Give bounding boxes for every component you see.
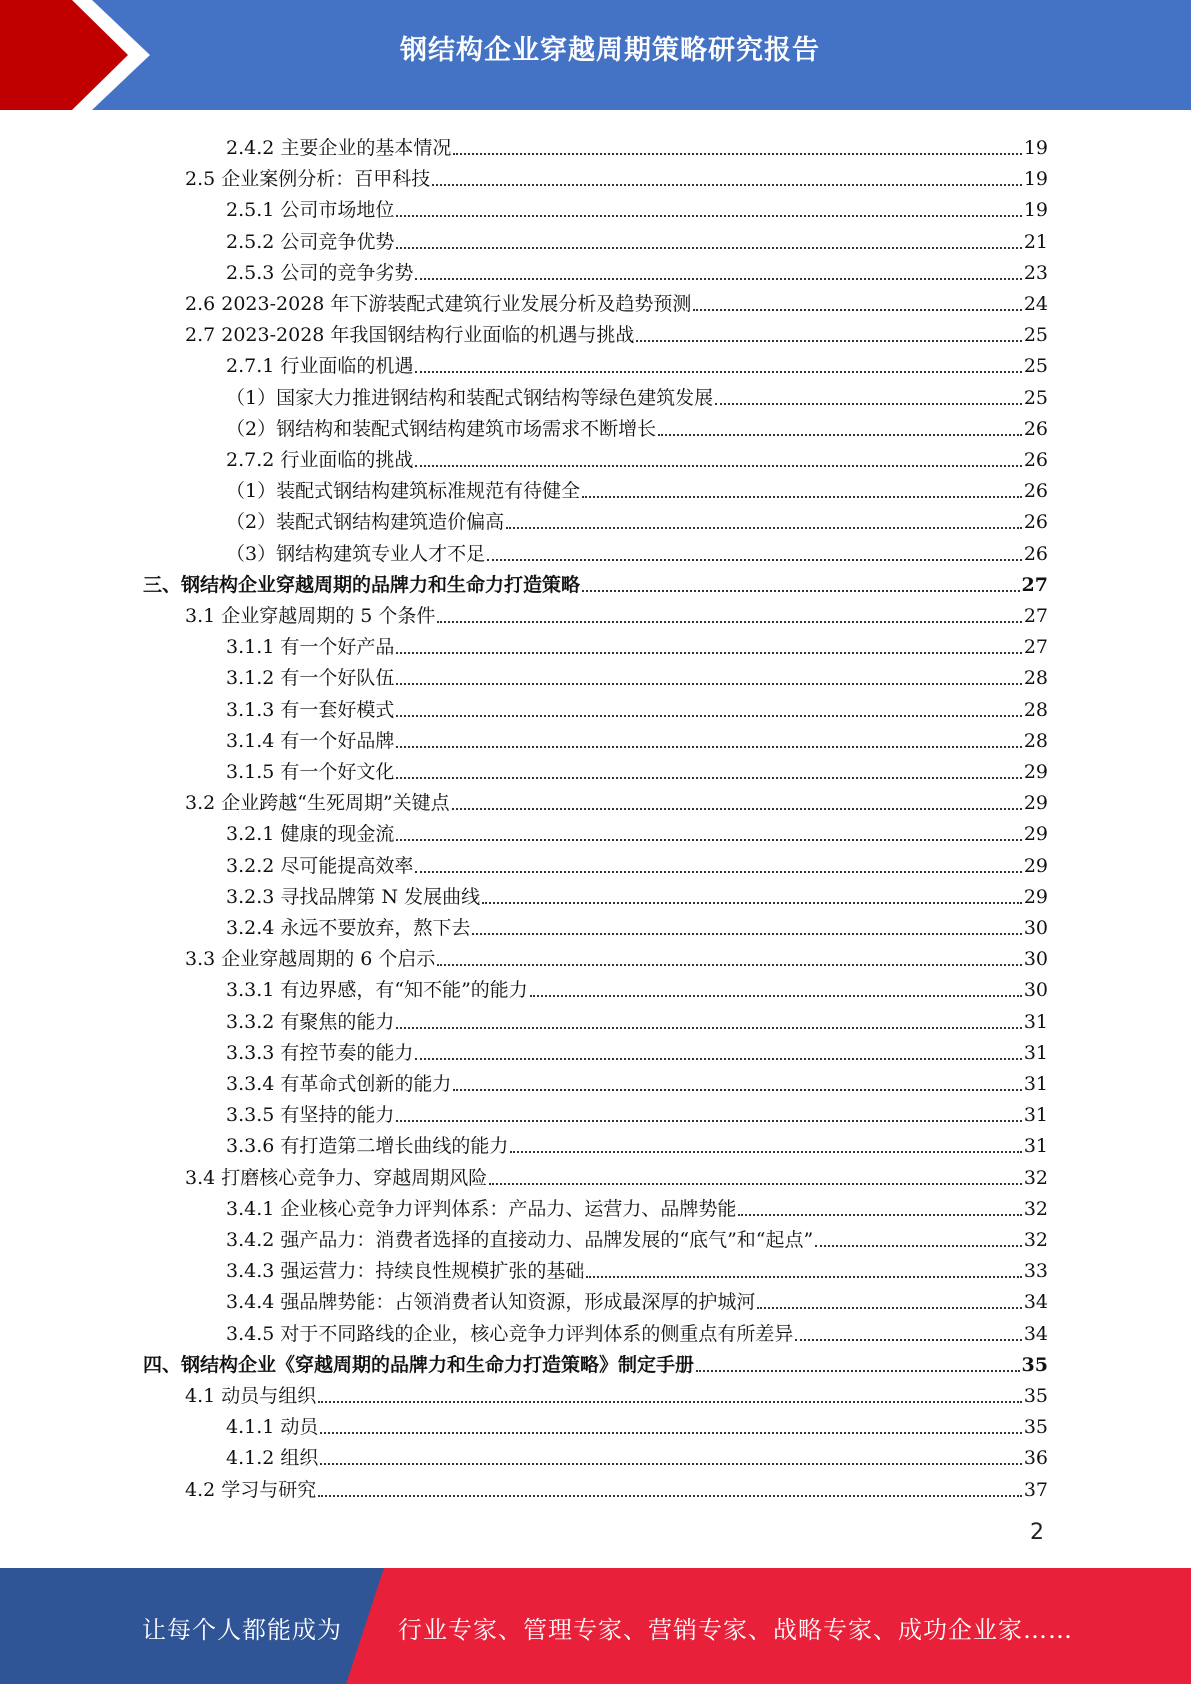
toc-entry-label: 2.7.2 行业面临的挑战	[226, 449, 414, 471]
toc-entry[interactable]	[185, 284, 1048, 315]
toc-entry[interactable]	[226, 222, 1048, 253]
toc-entry-page: 25	[1023, 386, 1048, 409]
toc-dot-leader	[757, 1307, 1021, 1309]
toc-entry-page: 32	[1023, 1166, 1048, 1189]
toc-entry[interactable]	[226, 814, 1048, 845]
toc-entry-label: 3.3.3 有控节奏的能力	[226, 1041, 414, 1064]
toc-entry-page: 29	[1023, 885, 1048, 908]
toc-dot-leader	[415, 465, 1021, 467]
toc-entry-page: 29	[1023, 823, 1048, 846]
toc-entry-label: 3.1 企业穿越周期的 5 个条件	[185, 605, 436, 627]
toc-entry-page: 25	[1023, 324, 1048, 347]
toc-entry-page: 28	[1023, 729, 1048, 752]
toc-entry-label: 2.5 企业案例分析：百甲科技	[185, 168, 431, 191]
toc-entry-label: （3）钢结构建筑专业人才不足	[226, 542, 486, 565]
page-number: 2	[1030, 1520, 1044, 1545]
toc-dot-leader	[452, 808, 1022, 810]
toc-entry-label: （2）装配式钢结构建筑造价偏高	[226, 511, 505, 534]
toc-entry-page: 26	[1023, 542, 1048, 565]
page-footer	[0, 1568, 1191, 1684]
toc-entry-page: 29	[1023, 854, 1048, 877]
toc-dot-leader	[415, 371, 1021, 373]
toc-entry-page: 26	[1023, 449, 1048, 471]
toc-entry-label: 3.4.4 强品牌势能：占领消费者认知资源，形成最深厚的护城河	[226, 1291, 756, 1314]
toc-dot-leader	[472, 933, 1021, 935]
toc-entry[interactable]	[185, 1470, 1048, 1501]
toc-entry-label: 3.1.2 有一个好队伍	[226, 667, 395, 690]
toc-entry-label: 三、钢结构企业穿越周期的品牌力和生命力打造策略	[143, 573, 581, 596]
toc-entry-label: 3.4 打磨核心竞争力、穿越周期风险	[185, 1166, 488, 1189]
toc-dot-leader	[636, 340, 1021, 342]
toc-entry-page: 34	[1023, 1291, 1048, 1314]
toc-entry-page: 31	[1023, 1104, 1048, 1127]
toc-dot-leader	[795, 1339, 1021, 1341]
toc-entry[interactable]	[226, 1220, 1048, 1251]
toc-entry[interactable]	[226, 1189, 1048, 1220]
toc-entry-page: 19	[1023, 168, 1048, 191]
toc-entry-page: 34	[1023, 1322, 1048, 1345]
toc-entry-page: 30	[1023, 948, 1048, 971]
toc-entry-label: 2.7.1 行业面临的机遇	[226, 355, 414, 378]
toc-dot-leader	[586, 1276, 1021, 1278]
toc-entry[interactable]	[226, 1095, 1048, 1126]
toc-entry-label: 3.2.1 健康的现金流	[226, 823, 395, 846]
toc-entry-page: 19	[1023, 137, 1048, 159]
toc-entry-page: 26	[1023, 480, 1048, 503]
toc-entry-page: 26	[1023, 417, 1048, 440]
toc-entry-label: 3.4.3 强运营力：持续良性规模扩张的基础	[226, 1260, 585, 1283]
toc-entry-label: 3.2 企业跨越“生死周期”关键点	[185, 792, 450, 815]
toc-dot-leader	[318, 1495, 1022, 1497]
toc-dot-leader	[487, 559, 1022, 561]
toc-dot-leader	[396, 777, 1021, 779]
toc-entry-page: 36	[1023, 1447, 1048, 1470]
toc-entry[interactable]	[226, 846, 1048, 877]
toc-entry[interactable]	[226, 1251, 1048, 1282]
toc-entry-label: 3.1.1 有一个好产品	[226, 636, 395, 659]
toc-entry-page: 32	[1023, 1229, 1048, 1251]
toc-dot-leader	[396, 715, 1021, 717]
toc-dot-leader	[320, 1432, 1021, 1434]
toc-dot-leader	[437, 964, 1021, 966]
toc-entry[interactable]	[226, 1064, 1048, 1095]
toc-entry-page: 35	[1023, 1416, 1048, 1439]
toc-entry-page: 28	[1023, 698, 1048, 721]
toc-entry[interactable]	[226, 970, 1048, 1001]
toc-entry[interactable]	[226, 721, 1048, 752]
toc-entry-page: 25	[1023, 355, 1048, 378]
toc-entry[interactable]	[185, 1376, 1048, 1407]
toc-entry[interactable]	[226, 1282, 1048, 1313]
toc-entry[interactable]	[226, 1314, 1048, 1345]
toc-entry-page: 33	[1023, 1260, 1048, 1283]
toc-entry-label: （2）钢结构和装配式钢结构建筑市场需求不断增长	[226, 417, 657, 440]
toc-entry-page: 24	[1023, 293, 1048, 315]
toc-dot-leader	[415, 871, 1021, 873]
toc-entry-page: 27	[1021, 573, 1048, 596]
toc-entry-page: 31	[1023, 1010, 1048, 1033]
toc-entry[interactable]	[226, 502, 1048, 533]
toc-dot-leader	[506, 527, 1022, 529]
toc-entry-page: 21	[1023, 230, 1048, 253]
toc-entry[interactable]	[226, 409, 1048, 440]
toc-entry-page: 28	[1023, 667, 1048, 690]
toc-entry-page: 32	[1023, 1197, 1048, 1220]
toc-dot-leader	[437, 621, 1021, 623]
toc-entry-page: 26	[1023, 511, 1048, 534]
toc-dot-leader	[489, 1183, 1022, 1185]
toc-dot-leader	[415, 278, 1021, 280]
toc-entry[interactable]	[226, 1126, 1048, 1157]
toc-entry-page: 29	[1023, 761, 1048, 783]
toc-entry-page: 31	[1023, 1135, 1048, 1158]
toc-dot-leader	[658, 434, 1022, 436]
toc-entry-page: 30	[1023, 917, 1048, 939]
toc-entry-page: 30	[1023, 979, 1048, 1002]
toc-entry[interactable]	[226, 378, 1048, 409]
toc-entry-label: 3.3.6 有打造第二增长曲线的能力	[226, 1135, 509, 1158]
toc-entry[interactable]	[226, 1002, 1048, 1033]
toc-entry-label: 3.2.4 永远不要放弃，熬下去	[226, 917, 471, 939]
toc-entry[interactable]	[185, 596, 1048, 627]
toc-dot-leader	[510, 1151, 1021, 1153]
toc-entry-label: 3.3 企业穿越周期的 6 个启示	[185, 948, 436, 971]
toc-dot-leader	[693, 309, 1021, 311]
toc-dot-leader	[318, 1401, 1022, 1403]
toc-entry-page: 37	[1023, 1478, 1048, 1501]
toc-dot-leader	[453, 153, 1021, 155]
toc-entry[interactable]	[185, 939, 1048, 970]
toc-dot-leader	[815, 1245, 1022, 1247]
toc-entry[interactable]	[185, 159, 1048, 190]
toc-entry-label: 4.2 学习与研究	[185, 1478, 317, 1501]
toc-dot-leader	[320, 1463, 1021, 1465]
toc-entry[interactable]	[226, 190, 1048, 221]
toc-entry-label: 3.2.2 尽可能提高效率	[226, 854, 414, 877]
toc-dot-leader	[738, 1214, 1021, 1216]
toc-entry[interactable]	[226, 1438, 1048, 1469]
toc-entry-page: 27	[1023, 636, 1048, 659]
toc-dot-leader	[582, 496, 1022, 498]
toc-entry[interactable]	[226, 346, 1048, 377]
toc-entry[interactable]	[226, 690, 1048, 721]
toc-entry[interactable]	[226, 908, 1048, 939]
toc-entry-label: 3.1.3 有一套好模式	[226, 698, 395, 721]
toc-entry-page: 27	[1023, 605, 1048, 627]
toc-entry-page: 31	[1023, 1041, 1048, 1064]
toc-entry[interactable]	[226, 534, 1048, 565]
toc-entry-label: 3.4.2 强产品力：消费者选择的直接动力、品牌发展的“底气”和“起点”	[226, 1229, 814, 1251]
toc-entry-label: （1）国家大力推进钢结构和装配式钢结构等绿色建筑发展	[226, 386, 714, 409]
toc-entry[interactable]	[226, 627, 1048, 658]
toc-entry[interactable]	[185, 1158, 1048, 1189]
toc-entry[interactable]	[226, 658, 1048, 689]
toc-dot-leader	[582, 590, 1020, 592]
toc-dot-leader	[453, 1089, 1021, 1091]
toc-entry-label: 3.2.3 寻找品牌第 N 发展曲线	[226, 885, 481, 908]
toc-entry-label: 四、钢结构企业《穿越周期的品牌力和生命力打造策略》制定手册	[143, 1353, 695, 1376]
footer-slogan-left: 让每个人都能成为	[142, 1616, 342, 1644]
toc-entry-page: 35	[1023, 1385, 1048, 1407]
toc-dot-leader	[415, 1058, 1021, 1060]
toc-entry[interactable]	[226, 471, 1048, 502]
toc-entry-label: 3.3.4 有革命式创新的能力	[226, 1073, 452, 1095]
toc-entry-page: 35	[1021, 1353, 1048, 1376]
toc-entry-label: 3.4.5 对于不同路线的企业，核心竞争力评判体系的侧重点有所差异	[226, 1322, 794, 1345]
toc-entry-page: 19	[1023, 199, 1048, 222]
toc-dot-leader	[482, 902, 1022, 904]
toc-entry-page: 29	[1023, 792, 1048, 815]
toc-entry-label: 4.1 动员与组织	[185, 1385, 317, 1407]
toc-dot-leader	[432, 184, 1022, 186]
toc-entry-label: 2.5.3 公司的竞争劣势	[226, 261, 414, 284]
toc-entry[interactable]	[143, 1345, 1048, 1376]
toc-dot-leader	[530, 995, 1022, 997]
toc-entry-label: 2.7 2023-2028 年我国钢结构行业面临的机遇与挑战	[185, 324, 635, 347]
toc-dot-leader	[396, 247, 1021, 249]
toc-dot-leader	[396, 1120, 1021, 1122]
report-title: 钢结构企业穿越周期策略研究报告	[400, 35, 820, 66]
toc-dot-leader	[396, 683, 1021, 685]
toc-entry[interactable]	[226, 1407, 1048, 1438]
toc-entry-label: 3.3.5 有坚持的能力	[226, 1104, 395, 1127]
toc-entry[interactable]	[226, 752, 1048, 783]
toc-entry-label: 2.5.2 公司竞争优势	[226, 230, 395, 253]
toc-entry-label: 3.3.1 有边界感，有“知不能”的能力	[226, 979, 528, 1002]
toc-dot-leader	[396, 652, 1021, 654]
toc-entry[interactable]	[226, 877, 1048, 908]
toc-entry-label: 4.1.2 组织	[226, 1447, 319, 1470]
toc-entry-page: 23	[1023, 261, 1048, 284]
toc-entry[interactable]	[226, 253, 1048, 284]
toc-entry-label: （1）装配式钢结构建筑标准规范有待健全	[226, 480, 581, 503]
toc-dot-leader	[396, 746, 1021, 748]
footer-slogan-right: 行业专家、管理专家、营销专家、战略专家、成功企业家……	[398, 1616, 1073, 1644]
toc-entry-label: 3.1.5 有一个好文化	[226, 761, 395, 783]
toc-entry-label: 2.5.1 公司市场地位	[226, 199, 395, 222]
toc-entry-label: 2.6 2023-2028 年下游装配式建筑行业发展分析及趋势预测	[185, 293, 692, 315]
page-header	[0, 0, 1191, 110]
toc-entry-label: 2.4.2 主要企业的基本情况	[226, 137, 452, 159]
toc-dot-leader	[396, 215, 1021, 217]
toc-entry[interactable]	[226, 1033, 1048, 1064]
toc-entry[interactable]	[226, 440, 1048, 471]
toc-dot-leader	[715, 403, 1022, 405]
toc-entry-page: 31	[1023, 1073, 1048, 1095]
toc-dot-leader	[696, 1370, 1020, 1372]
toc-entry[interactable]	[185, 783, 1048, 814]
toc-entry-label: 3.3.2 有聚焦的能力	[226, 1010, 395, 1033]
toc-dot-leader	[396, 839, 1021, 841]
toc-entry[interactable]	[226, 128, 1048, 159]
toc-entry-label: 4.1.1 动员	[226, 1416, 319, 1439]
toc-entry-label: 3.1.4 有一个好品牌	[226, 729, 395, 752]
toc-entry-label: 3.4.1 企业核心竞争力评判体系：产品力、运营力、品牌势能	[226, 1197, 737, 1220]
toc-entry[interactable]	[185, 315, 1048, 346]
toc-entry[interactable]	[143, 565, 1048, 596]
toc-dot-leader	[396, 1027, 1021, 1029]
